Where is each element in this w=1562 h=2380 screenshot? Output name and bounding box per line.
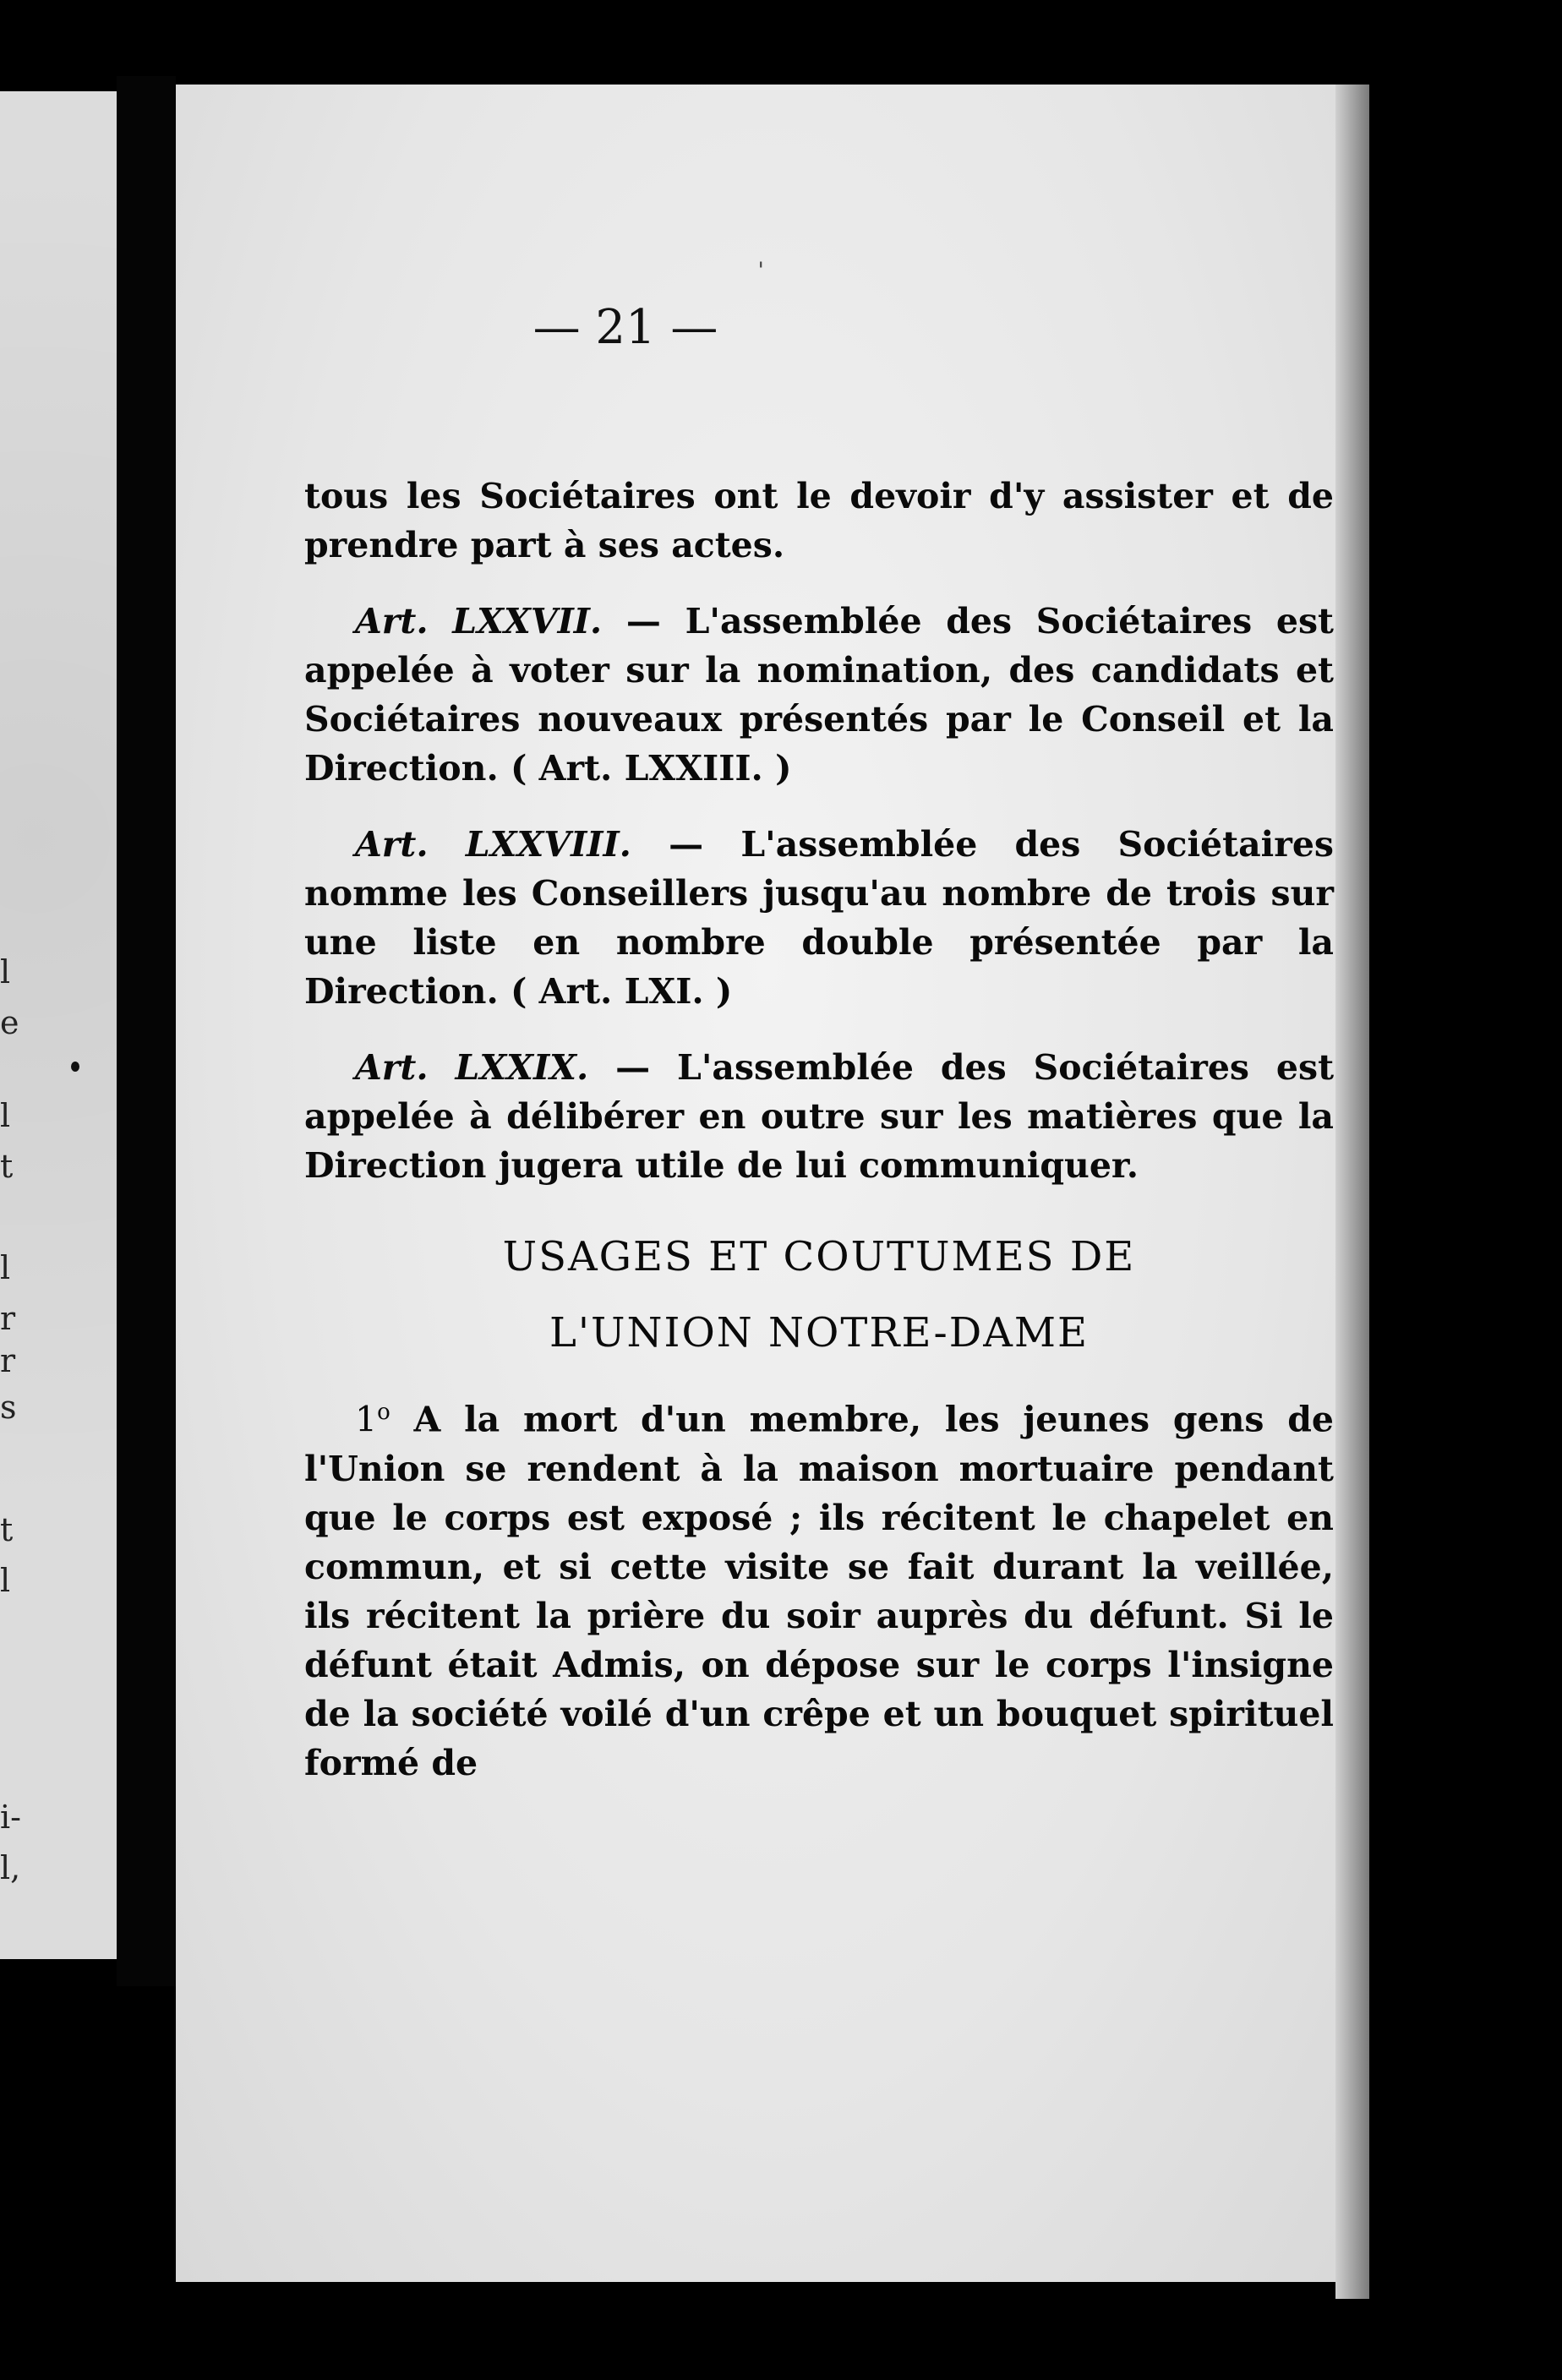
article-text: — L'assemblée des Sociétaires est appelée à délibérer en outre sur les matières que la Direction jugera utile de lui communiquer.: [304, 1047, 1335, 1186]
margin-dot: [71, 1062, 79, 1072]
custom-ordinal: 1: [355, 1399, 378, 1440]
custom-text: A la mort d'un membre, les jeunes gens de l'Union se rendent à la maison mortuaire pendant que le corps est exposé ; ils récitent le chapelet en commun, et si cette visite se fait durant la veillée, ils récitent la prière du soir auprès du défunt. Si le défunt était Admis, on dépose sur le corps l'insigne de la société voilé d'un crêpe et un bouquet spirituel formé de: [304, 1399, 1334, 1783]
fragment: s: [0, 1389, 17, 1426]
article-text: — L'assemblée des Sociétaires nomme les Conseillers jusqu'au nombre de trois sur une liste en nombre double présentée par la Direction. ( Art. LXI. ): [304, 824, 1334, 1012]
fragment: l,: [0, 1849, 21, 1886]
fragment: e: [0, 1004, 19, 1041]
fragment: r: [0, 1342, 16, 1379]
continuation-paragraph: tous les Sociétaires ont le devoir d'y assister et de prendre part à ses actes.: [304, 476, 1334, 565]
page-right-edge: [1335, 85, 1369, 2299]
fragment: l: [0, 953, 11, 991]
section-heading-line: USAGES ET COUTUMES DE: [502, 1233, 1136, 1280]
fragment: r: [0, 1300, 16, 1337]
section-heading: [304, 1219, 1334, 1371]
article-label: Art. LXXVIII.: [355, 824, 631, 865]
fragment: i-: [0, 1799, 21, 1836]
article-78: [304, 820, 1334, 1016]
article-79: [304, 1043, 1334, 1190]
previous-page-fragments: [0, 91, 25, 1959]
fragment: l: [0, 1562, 11, 1599]
custom-item: [304, 1388, 1334, 1788]
fragment: l: [0, 1249, 11, 1286]
section-heading-line: L'UNION NOTRE-DAME: [549, 1309, 1090, 1356]
book-binding: [117, 76, 176, 1986]
article-77: [304, 597, 1334, 793]
page-number: — 21 —: [532, 300, 718, 355]
page-mark: ˌ: [757, 242, 765, 271]
article-text: — L'assemblée des Sociétaires est appelée à voter sur la nomination, des candidats et Sociétaires nouveaux présentés par le Conseil et la Direction. ( Art. LXXIII. ): [304, 601, 1334, 789]
article-label: Art. LXXIX.: [355, 1047, 589, 1088]
article-label: Art. LXXVII.: [355, 601, 603, 641]
fragment: t: [0, 1511, 14, 1548]
page-body: [304, 472, 1334, 1788]
fragment: l: [0, 1097, 11, 1134]
previous-page-edge: [0, 91, 117, 1959]
fragment: t: [0, 1148, 14, 1185]
custom-ordinal-suffix: o: [377, 1400, 390, 1425]
